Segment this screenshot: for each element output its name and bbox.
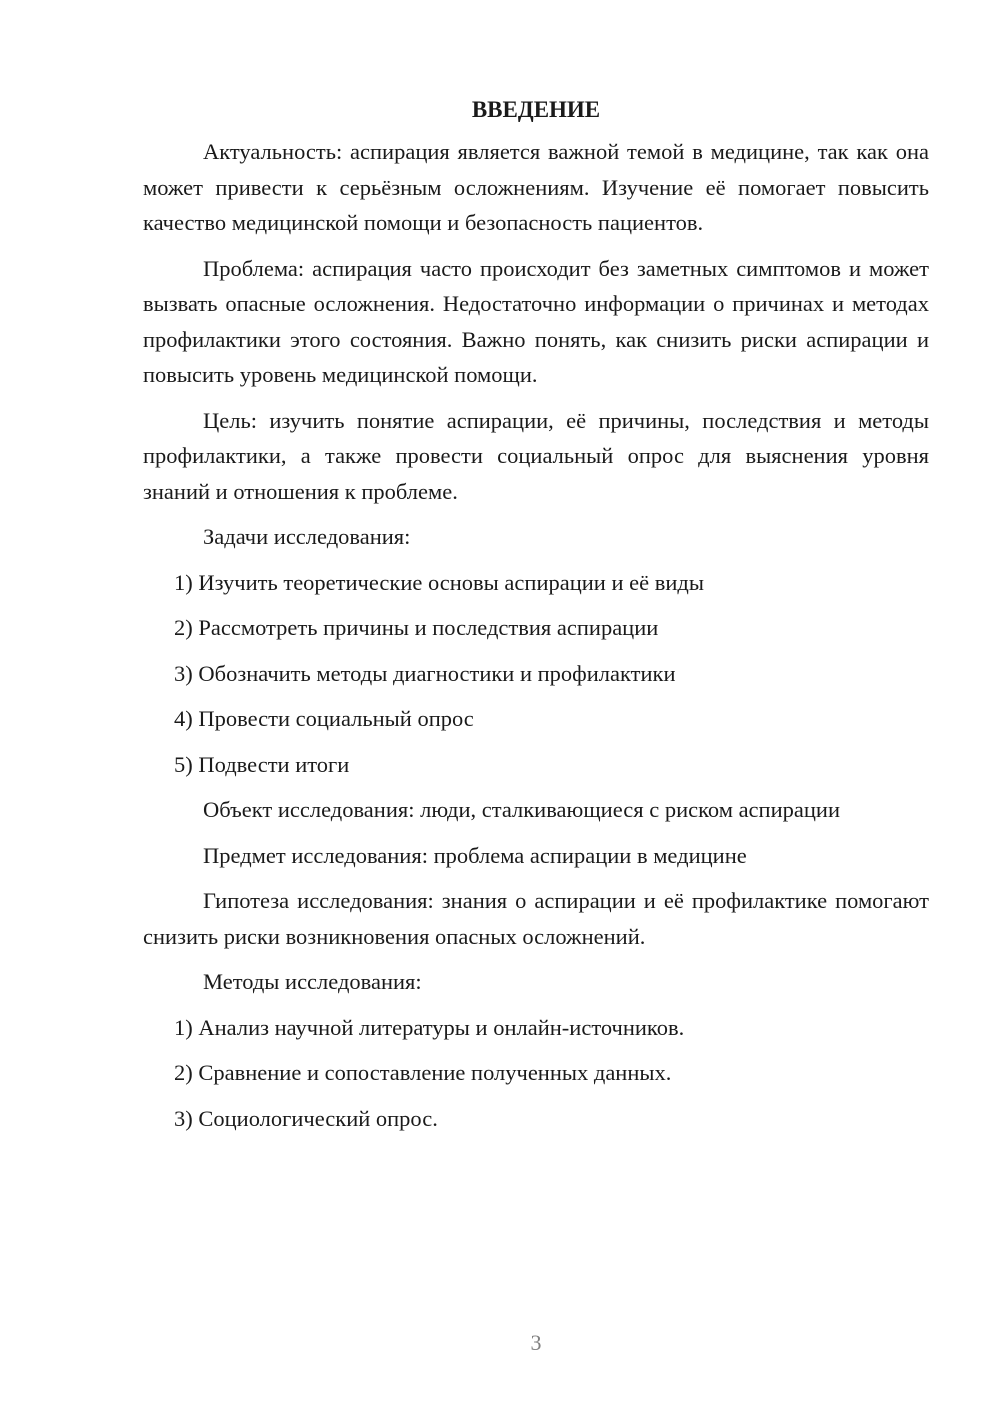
- list-item: 2) Сравнение и сопоставление полученных данных.: [174, 1060, 672, 1085]
- list-item: 3) Обозначить методы диагностики и профилактики: [174, 660, 676, 686]
- subject-paragraph: Предмет исследования: проблема аспирации в медицине: [203, 842, 747, 868]
- problem-paragraph: Проблема: аспирация часто происходит без заметных симптомов и может вызвать опасные осложнения. Недостаточно информации о причинах и методах профилактики этого состояния. Важно понять, как снизить риски аспирации и повысить уровень медицинской помощи.: [143, 255, 929, 387]
- hypothesis-paragraph: Гипотеза исследования: знания о аспирации и её профилактике помогают снизить риски возникновения опасных осложнений.: [143, 888, 929, 949]
- goal-paragraph: Цель: изучить понятие аспирации, её причины, последствия и методы профилактики, а также провести социальный опрос для выяснения уровня знаний и отношения к проблеме.: [143, 407, 929, 504]
- page-number: 3: [530, 1330, 542, 1355]
- relevance-paragraph: Актуальность: аспирация является важной темой в медицине, так как она может привести к серьёзным осложнениям. Изучение её помогает повысить качество медицинской помощи и безопасность пациентов.: [143, 139, 929, 235]
- object-paragraph: Объект исследования: люди, сталкивающиеся с риском аспирации: [203, 797, 840, 822]
- list-item: 5) Подвести итоги: [174, 751, 350, 777]
- methods-heading: Методы исследования:: [203, 969, 422, 994]
- tasks-list: [143, 565, 929, 783]
- list-item: 2) Рассмотреть причины и последствия аспирации: [174, 615, 659, 640]
- document-page: [143, 92, 929, 1146]
- list-item: 1) Анализ научной литературы и онлайн-источников.: [174, 1014, 685, 1040]
- list-item: 4) Провести социальный опрос: [174, 706, 474, 731]
- tasks-heading: Задачи исследования:: [203, 524, 411, 549]
- section-title: ВВЕДЕНИЕ: [471, 97, 601, 122]
- methods-list: [143, 1010, 929, 1137]
- list-item: 1) Изучить теоретические основы аспирации и её виды: [174, 569, 704, 595]
- list-item: 3) Социологический опрос.: [174, 1105, 438, 1131]
